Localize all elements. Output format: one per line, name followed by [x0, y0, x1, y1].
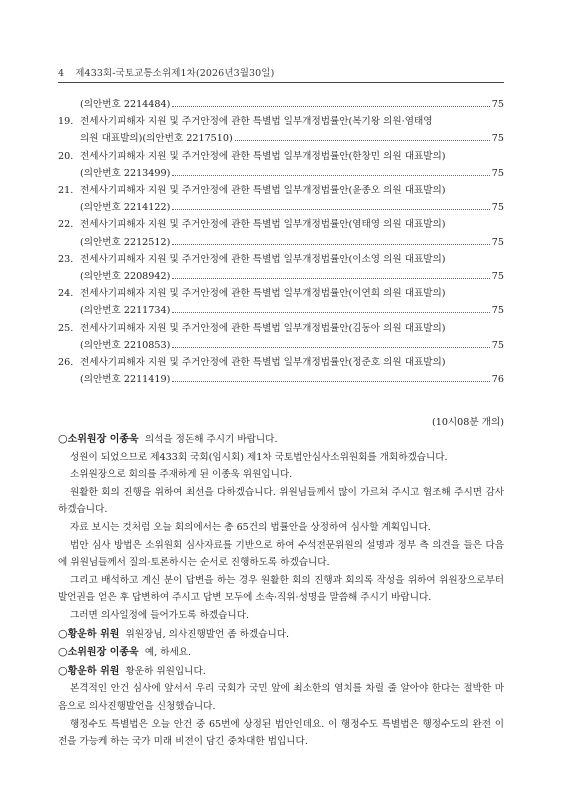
toc-item-text: 전세사기피해자 지원 및 주거안정에 관한 특별법 일부개정법률안(이소영 의원 대표발의)	[80, 253, 446, 265]
leader-dots	[172, 175, 489, 176]
toc-item-continuation	[58, 337, 504, 354]
transcript	[58, 430, 504, 751]
paragraph: 그러면 의사일정에 들어가도록 하겠습니다.	[70, 609, 250, 621]
toc-item-continuation	[58, 199, 504, 216]
speaker-marker-icon: ○	[58, 663, 68, 677]
speaker-line	[58, 643, 504, 662]
speaker-name: 황운하 위원	[67, 628, 120, 640]
paragraph: 본격적인 안건 심사에 앞서서 우리 국회가 국민 앞에 최소한의 염치를 차릴 줄 알아야 한다는 절박한 마음으로 의사진행발언을 신청했습니다.	[58, 683, 504, 712]
toc-item-text: (의안번호 2210853)	[80, 339, 171, 351]
toc-item-continuation	[58, 130, 504, 147]
toc-item-continuation	[58, 302, 504, 319]
toc-item-text: (의안번호 2211734)	[80, 305, 171, 317]
toc-item-continuation	[58, 268, 504, 285]
header-rule	[58, 82, 504, 83]
leader-dots	[172, 244, 489, 245]
header-title: 제433회-국토교통소위제1차(2026년3월30일)	[75, 68, 275, 79]
toc-item-text: 전세사기피해자 지원 및 주거안정에 관한 특별법 일부개정법률안(김동아 의원 대표발의)	[80, 322, 446, 334]
toc-item	[58, 285, 504, 302]
toc-page-number: 75	[491, 271, 504, 283]
leader-dots	[172, 381, 489, 382]
speaker-line	[58, 662, 504, 681]
speaker-name: 황운하 위원	[67, 665, 120, 677]
toc-item	[58, 320, 504, 337]
toc-item	[58, 148, 504, 165]
toc-page-number: 75	[491, 305, 504, 317]
paragraph: 법안 심사 방법은 소위원회 심사자료를 기반으로 하여 수석전문위원의 설명과 정부 측 의견을 들은 다음에 위원님들께서 질의·토론하시는 순서로 진행하도록 하겠습니다.	[58, 539, 504, 569]
toc-item-text: (의안번호 2211419)	[80, 374, 171, 386]
toc-item-text: 전세사기피해자 지원 및 주거안정에 관한 특별법 일부개정법률안(한창민 의원 대표발의)	[80, 150, 446, 162]
toc-item-number: 20.	[58, 150, 74, 162]
toc-item-number: 22.	[58, 219, 74, 231]
speaker-line	[58, 430, 504, 449]
paragraph: 원활한 회의 진행을 위하여 최선을 다하겠습니다. 위원님들께서 많이 가르쳐 주시고 협조해 주시면 감사하겠습니다.	[58, 486, 504, 516]
toc-item-text: 전세사기피해자 지원 및 주거안정에 관한 특별법 일부개정법률안(윤종오 의원 대표발의)	[80, 185, 446, 197]
toc-page-number: 75	[491, 133, 504, 145]
toc-item	[58, 182, 504, 199]
page-header	[58, 65, 274, 79]
toc-item-continuation	[58, 234, 504, 251]
toc-item-number: 24.	[58, 288, 74, 300]
paragraph: 자료 보시는 것처럼 오늘 회의에서는 총 65건의 법률안을 상정하여 심사할 계획입니다.	[70, 521, 431, 533]
leader-dots	[172, 278, 489, 279]
toc-page-number: 75	[491, 202, 504, 214]
session-open-time: (10시08분 개의)	[431, 417, 504, 428]
toc-item	[58, 354, 504, 371]
leader-dots	[172, 347, 489, 348]
toc-item-text: 전세사기피해자 지원 및 주거안정에 관한 특별법 일부개정법률안(복기왕 의원·염태영	[80, 116, 433, 128]
toc-item	[58, 113, 504, 130]
toc-item-text: (의안번호 2212512)	[80, 236, 171, 248]
leader-dots	[172, 106, 489, 107]
speaker-marker-icon: ○	[58, 645, 68, 659]
toc-page-number: 75	[491, 99, 504, 110]
toc-item-number: 25.	[58, 322, 74, 334]
speaker-line	[58, 625, 504, 644]
toc-item-number: 23.	[58, 253, 74, 265]
speaker-marker-icon: ○	[58, 432, 68, 445]
speaker-name: 소위원장 이종욱	[67, 434, 139, 445]
toc-item-text: (의안번호 2214484)	[80, 99, 171, 110]
toc-item-number: 19.	[58, 116, 74, 128]
speaker-marker-icon: ○	[58, 626, 68, 640]
paragraph: 소위원장으로 회의를 주재하게 된 이종욱 위원입니다.	[70, 469, 293, 481]
toc-item-number: 26.	[58, 357, 74, 369]
toc-page-number: 75	[491, 236, 504, 248]
leader-dots	[172, 312, 489, 313]
toc-item-text: 전세사기피해자 지원 및 주거안정에 관한 특별법 일부개정법률안(염태영 의원 대표발의)	[80, 219, 446, 231]
paragraph: 성원이 되었으므로 제433회 국회(임시회) 제1차 국토법안심사소위원회를 개회하겠습니다.	[70, 451, 448, 463]
speech-text: 의석을 정돈해 주시기 바랍니다.	[144, 434, 278, 445]
speech-text: 예, 하세요.	[144, 647, 192, 659]
toc-item-number: 21.	[58, 185, 74, 197]
toc-item	[58, 251, 504, 268]
leader-dots	[172, 209, 489, 210]
toc-item-text: 전세사기피해자 지원 및 주거안정에 관한 특별법 일부개정법률안(이연희 의원 대표발의)	[80, 288, 446, 300]
toc-item-continuation	[58, 371, 504, 388]
toc-page-number: 75	[491, 339, 504, 351]
toc-item-text: 전세사기피해자 지원 및 주거안정에 관한 특별법 일부개정법률안(정준호 의원 대표발의)	[80, 357, 446, 369]
speech-text: 위원장님, 의사진행발언 좀 하겠습니다.	[125, 628, 290, 640]
toc-item-text: (의안번호 2214122)	[80, 202, 171, 214]
toc-item-text: (의안번호 2213499)	[80, 167, 171, 179]
toc-item	[58, 96, 504, 113]
toc-page-number: 76	[491, 374, 504, 386]
page-number: 4	[58, 68, 65, 79]
leader-dots	[235, 140, 490, 141]
speech-text: 황운하 위원입니다.	[125, 665, 206, 677]
toc-item	[58, 216, 504, 233]
paragraph: 행정수도 특별법은 오늘 안건 중 65번에 상정된 법안인데요. 이 행정수도 특별법은 행정수도의 완전 이전을 가능케 하는 국가 미래 비전이 담긴 중차대한 법입니다.	[58, 718, 504, 748]
paragraph: 그리고 배석하고 계신 분이 답변을 하는 경우 원활한 회의 진행과 회의록 작성을 위하여 위원장으로부터 발언권을 얻은 후 답변하여 주시고 답변 모두에 소속·직위·성명을 말씀해 주시기 바랍니다.	[58, 574, 504, 604]
agenda-list	[58, 96, 504, 388]
toc-page-number: 75	[491, 167, 504, 179]
toc-item-text: (의안번호 2208942)	[80, 271, 171, 283]
toc-item-continuation	[58, 165, 504, 182]
speaker-name: 소위원장 이종욱	[67, 647, 139, 659]
toc-item-text: 의원 대표발의)(의안번호 2217510)	[80, 133, 233, 145]
